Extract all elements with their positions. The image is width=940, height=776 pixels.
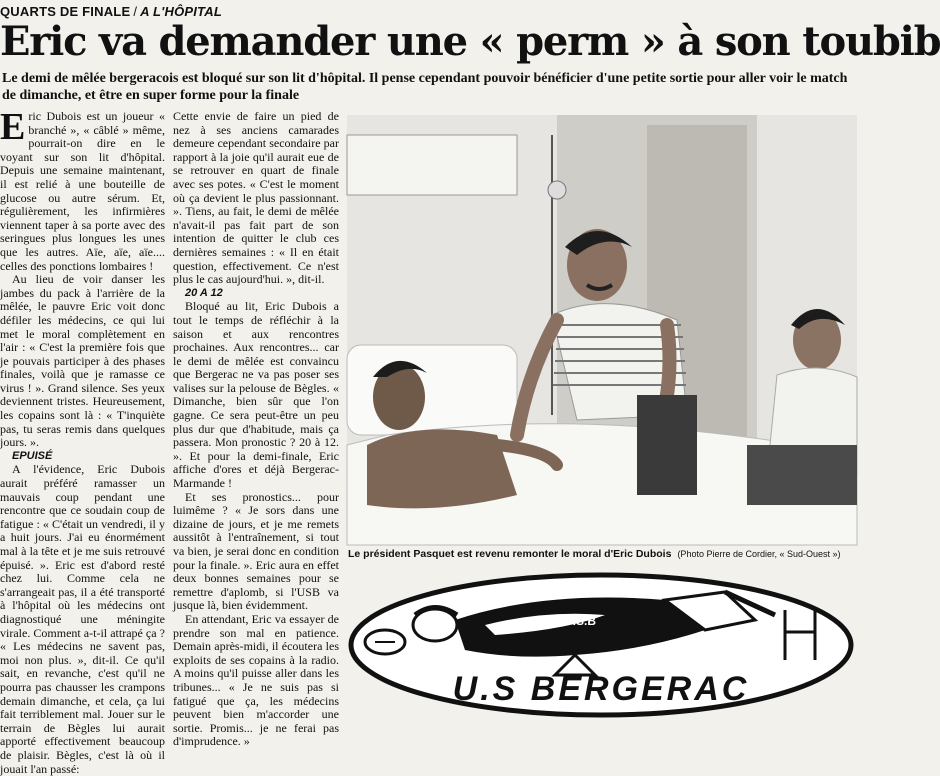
logo-name: U.S BERGERAC [452, 670, 750, 708]
paragraph: Au lieu de voir danser les jambes du pack à l'arrière de la mêlée, le pauvre Eric voit donc défiler les médecins, ce qui lui met le moral complètement en l'air : « C'est la première fois que je pouvais participer à des phases finales, voilà que je ramasse ce virus ! ». Grand silence. Ses yeux deviennent tristes. Heureusement, les copains sont là : « T'inquiète pas, tu seras remis dans quelques jours. ». [0, 272, 165, 450]
kicker-section: A L'HÔPITAL [140, 4, 222, 19]
paragraph-text: ric Dubois est un joueur « branché », « câblé » même, pourrait-on dire en le voyant sur son lit d'hôpital. Depuis une semaine maintenant, il est relié à une bouteille de glucose ou autre sérum. Et, régulièrement, les infirmières viennent taper à sa porte avec des seringues plus longues les unes que les autres. Aïe, aïe, aïe.... celles des ponctions lombaires ! [0, 109, 165, 273]
caption-text: Le président Pasquet est revenu remonter le moral d'Eric Dubois [348, 548, 672, 560]
paragraph: Et ses pronostics... pour luimême ? « Je sors dans une dizaine de jours, et je me remets aussitôt à l'entraînement, si tout va bien, je serai donc en condition pour la finale. ». Eric aura en effet deux bonnes semaines pour se remettre d'aplomb, si l'USB va jusque là, bien évidemment. [173, 489, 339, 613]
photo-illustration [347, 115, 857, 545]
hospital-photo [347, 115, 857, 545]
paragraph [0, 106, 165, 273]
kicker-prefix: QUARTS DE FINALE [0, 4, 131, 19]
paragraph: A l'évidence, Eric Dubois aurait préféré ramasser un mauvais coup pendant une rencontre que ce soudain coup de fatigue : « C'était un vendredi, il y a huit jours. J'ai eu énormément mal à la tête et je me suis retrouvé épuisé. ». Eric est d'abord resté chez lui. Comme cela ne s'arrangeait pas, il a été transporté à l'hôpital où les médecins ont diagnostiqué une méningite virale. Comment a-t-il attrapé ça ? « Les médecins ne savent pas, moi non plus. », dit-il. Ce qu'il sait, en revanche, c'est qu'il ne pourra pas chausser les crampons demain dimanche, et cela, ça lui fait terriblement mal. Jouer sur le terrain de Bègles lui aurait apporté effectivement beaucoup de plaisir. Bègles, c'est là où il jouait l'an passé: [0, 462, 165, 776]
subheading: EPUISÉ [12, 449, 53, 462]
photo-credit: (Photo Pierre de Cordier, « Sud-Ouest ») [677, 549, 841, 559]
article-column-1 [0, 106, 165, 776]
paragraph: Cette envie de faire un pied de nez à ses anciens camarades demeure cependant secondaire par rapport à la joie qu'il aurait eue de se retrouver en quart de finale avec ses potes. « C'est le moment où ça devient le plus passionnant. ». Tiens, au fait, le demi de mêlée n'avait-il pas fait part de son intention de quitter le club ces dernières semaines : « Il en était question, effectivement. Ce n'est plus le cas aujourd'hui. », dit-il. [173, 109, 339, 287]
photo-caption [348, 548, 860, 560]
usb-logo [345, 570, 857, 720]
subheading: 20 A 12 [185, 286, 223, 299]
kicker-separator: / [133, 4, 138, 19]
paragraph: Bloqué au lit, Eric Dubois a tout le temps de réfléchir à la saison et aux rencontres prochaines. Aux rencontres... car le demi de mêlée est convaincu que Bergerac ne va pas poser ses valises sur la pelouse de Bègles. « Dimanche, bien sûr que l'on gagne. Ce sera peut-être un peu plus dur que d'habitude, mais ça passera. Mon pronostic ? 20 à 12. ». Et pour la demi-finale, Eric affiche d'ores et déjà Bergerac-Marmande ! [173, 299, 339, 491]
kicker [0, 4, 860, 19]
article-column-2 [173, 109, 339, 749]
jersey-text: U.S.B [563, 614, 597, 628]
rugby-player-logo [345, 570, 857, 720]
headline: Eric va demander une « perm » à son toubib [0, 18, 940, 65]
standfirst: Le demi de mêlée bergeracois est bloqué sur son lit d'hôpital. Il pense cependant pouvoir bénéficier d'une petite sortie pour aller voir le match de dimanche, et être en super forme pour la finale [2, 71, 848, 103]
drop-cap: E [0, 106, 26, 148]
paragraph: En attendant, Eric va essayer de prendre son mal en patience. Demain après-midi, il écoutera les exploits de ses copains à la radio. A moins qu'il puisse aller dans les tribunes... « Je ne suis pas si fatigué que ça, les médecins peuvent bien m'accorder une sortie. Promis... je ne ferai pas d'imprudence. » [173, 611, 339, 749]
